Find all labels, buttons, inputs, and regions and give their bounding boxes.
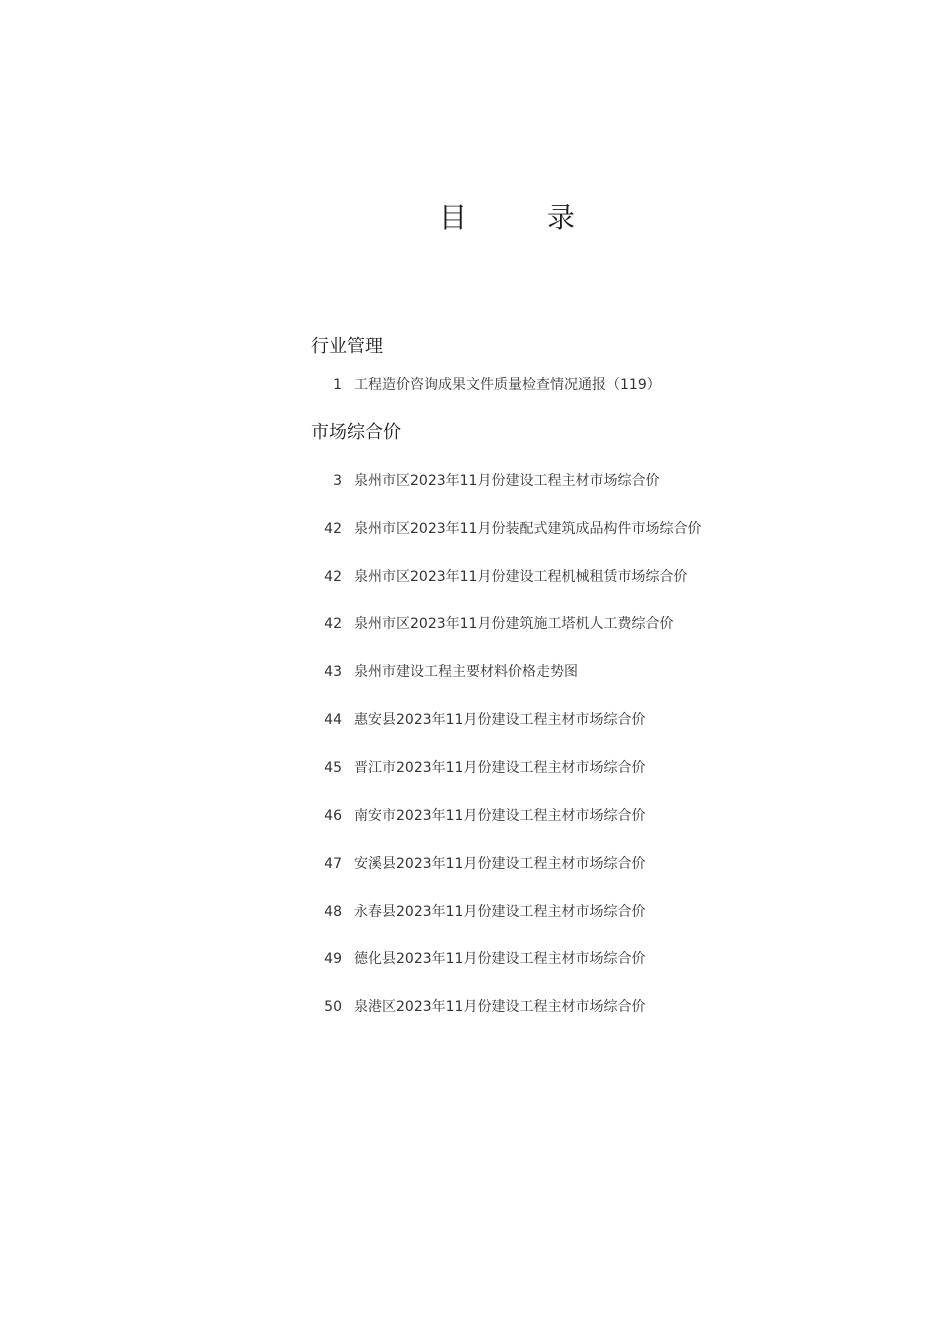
toc-entry[interactable]	[310, 518, 830, 540]
toc-entry-label: 泉港区2023年11月份建设工程主材市场综合价	[354, 999, 646, 1015]
toc-entry[interactable]	[310, 757, 830, 779]
toc-entry-page: 50	[324, 999, 342, 1015]
toc-entry[interactable]	[310, 805, 830, 827]
section-heading-industry-management: 行业管理	[311, 336, 383, 357]
toc-entry-label: 安溪县2023年11月份建设工程主材市场综合价	[354, 856, 646, 872]
toc-entry-label: 泉州市区2023年11月份建筑施工塔机人工费综合价	[354, 616, 674, 632]
toc-entry-page: 42	[324, 569, 342, 585]
toc-entry-page: 43	[324, 664, 342, 680]
toc-entry-page: 42	[324, 521, 342, 537]
toc-entry[interactable]	[310, 470, 830, 492]
toc-entry-page: 1	[333, 377, 342, 393]
toc-entry[interactable]	[310, 613, 830, 635]
toc-entry[interactable]	[310, 709, 830, 731]
toc-entry-label: 泉州市区2023年11月份建设工程机械租赁市场综合价	[354, 569, 688, 585]
toc-entry-page: 46	[324, 808, 342, 824]
toc-entry[interactable]	[310, 566, 830, 588]
toc-entry-page: 45	[324, 760, 342, 776]
toc-entry-label: 德化县2023年11月份建设工程主材市场综合价	[354, 951, 646, 967]
toc-entry-label: 南安市2023年11月份建设工程主材市场综合价	[354, 808, 646, 824]
toc-entry-label: 泉州市区2023年11月份装配式建筑成品构件市场综合价	[354, 521, 702, 537]
toc-entry-page: 3	[333, 473, 342, 489]
toc-entry-page: 44	[324, 712, 342, 728]
toc-entry-label: 晋江市2023年11月份建设工程主材市场综合价	[354, 760, 646, 776]
toc-entry-page: 49	[324, 951, 342, 967]
toc-entry[interactable]	[310, 853, 830, 875]
toc-entry[interactable]	[310, 901, 830, 923]
toc-entry-page: 42	[324, 616, 342, 632]
toc-entry-label: 泉州市建设工程主要材料价格走势图	[354, 664, 578, 680]
toc-entry[interactable]	[310, 661, 830, 683]
toc-entry-label: 永春县2023年11月份建设工程主材市场综合价	[354, 904, 646, 920]
toc-entry-label: 惠安县2023年11月份建设工程主材市场综合价	[354, 712, 646, 728]
toc-entry-label: 泉州市区2023年11月份建设工程主材市场综合价	[354, 473, 660, 489]
toc-title: 目 录	[438, 201, 601, 234]
toc-entry[interactable]	[310, 374, 830, 396]
toc-entry[interactable]	[310, 996, 830, 1018]
section-heading-market-price: 市场综合价	[311, 422, 401, 443]
toc-entry[interactable]	[310, 948, 830, 970]
toc-entry-label: 工程造价咨询成果文件质量检查情况通报（119）	[354, 377, 661, 393]
toc-entry-page: 48	[324, 904, 342, 920]
toc-entry-page: 47	[324, 856, 342, 872]
